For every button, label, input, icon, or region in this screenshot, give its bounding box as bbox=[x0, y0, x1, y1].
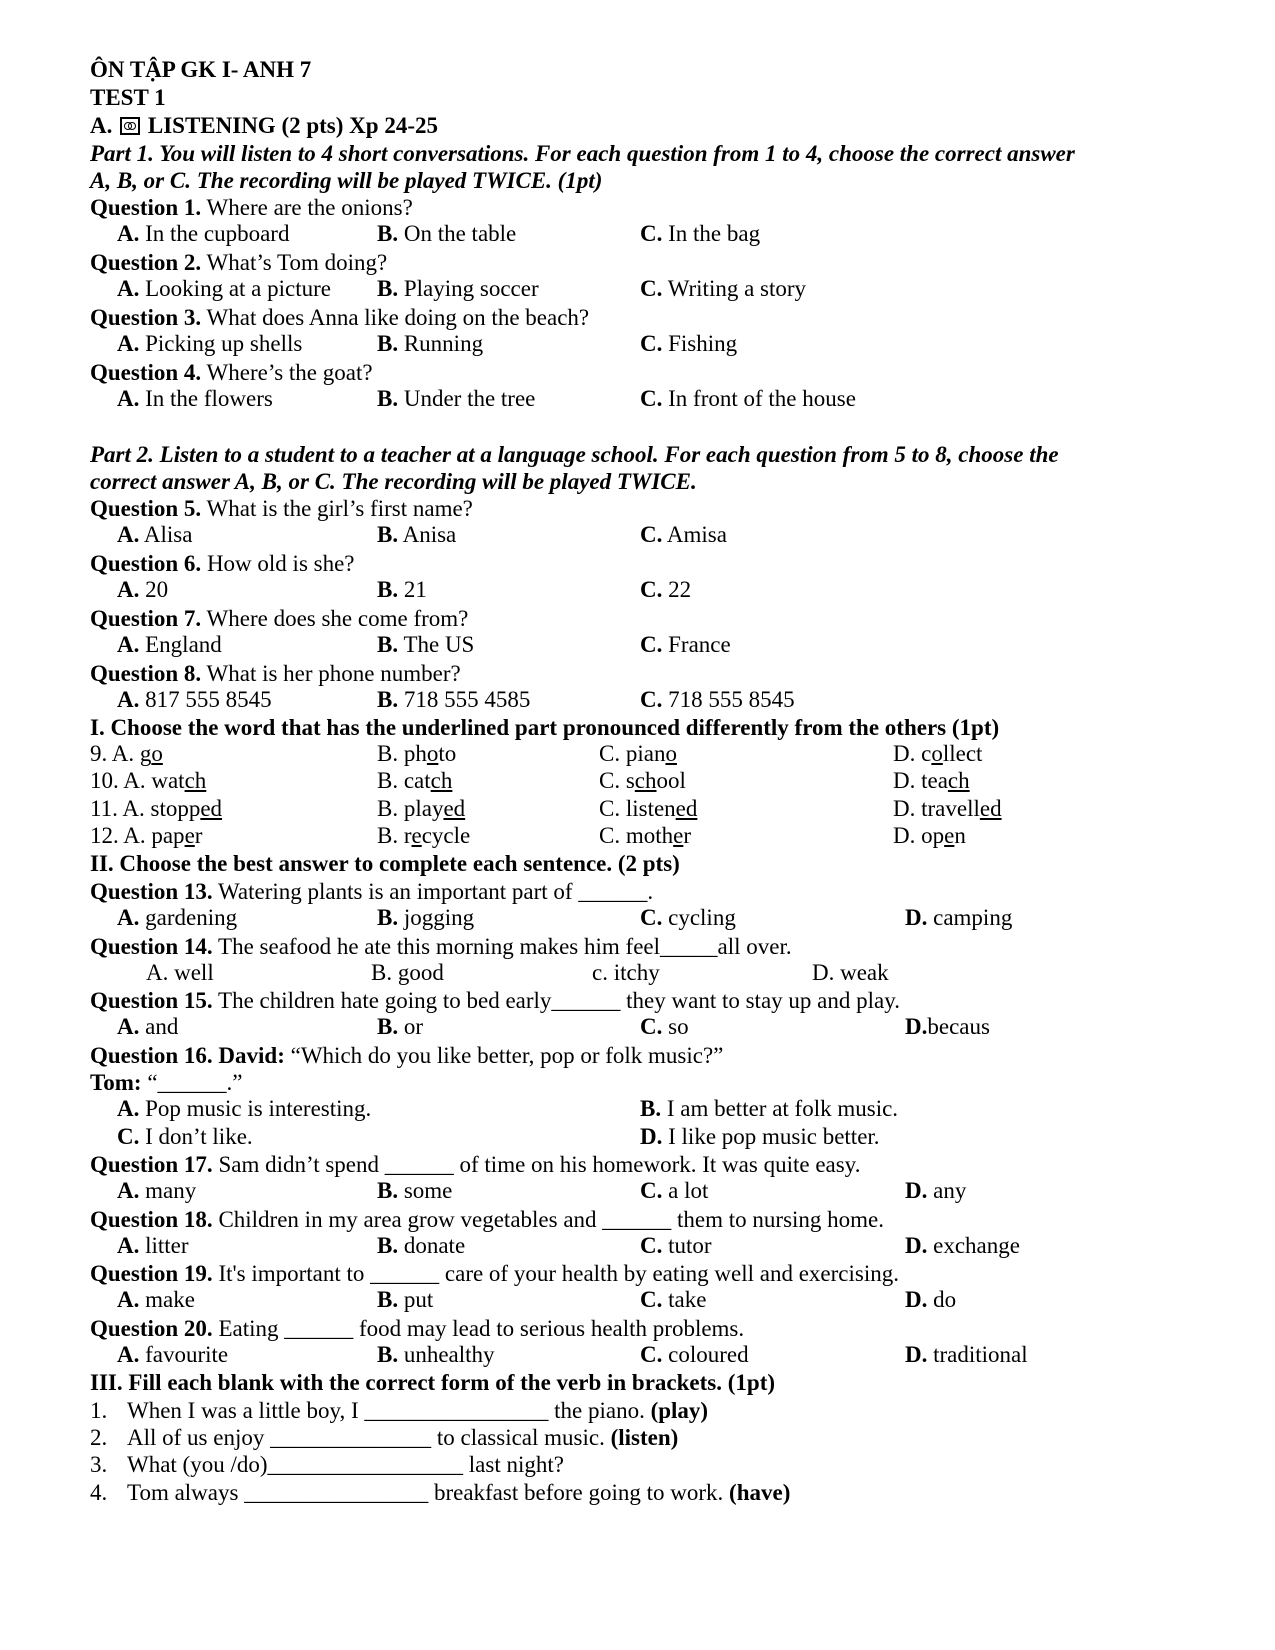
fill-item-4 bbox=[0, 1479, 1275, 1507]
question-8-options bbox=[0, 687, 1275, 715]
q3-option-b[interactable]: B. Running bbox=[377, 331, 484, 356]
q15-option-b[interactable]: B. or bbox=[377, 1014, 424, 1039]
cassette-icon bbox=[120, 117, 140, 135]
q16-option-b[interactable]: B. I am better at folk music. bbox=[640, 1096, 899, 1121]
question-7: Question 7. Where does she come from? bbox=[90, 606, 469, 631]
q16-option-c[interactable]: C. I don’t like. bbox=[117, 1124, 253, 1149]
q18-option-c[interactable]: C. tutor bbox=[640, 1233, 712, 1258]
q15-option-c[interactable]: C. so bbox=[640, 1014, 689, 1039]
q11-option-c[interactable]: C. listened bbox=[599, 796, 698, 821]
question-17: Question 17. Sam didn’t spend ______ of time on his homework. It was quite easy. bbox=[90, 1152, 861, 1177]
fill-item-3-number: 3. bbox=[90, 1452, 108, 1477]
question-15-options bbox=[0, 1014, 1275, 1042]
q7-option-a[interactable]: A. England bbox=[117, 632, 222, 657]
q6-option-b[interactable]: B. 21 bbox=[377, 577, 427, 602]
q7-option-c[interactable]: C. France bbox=[640, 632, 731, 657]
q12-option-b[interactable]: B. recycle bbox=[377, 823, 471, 848]
part2-instruction-line1: Part 2. Listen to a student to a teacher at a language school. For each question from 5 to 8, choose the bbox=[90, 442, 1059, 467]
q4-option-b[interactable]: B. Under the tree bbox=[377, 386, 536, 411]
question-5: Question 5. What is the girl’s first name? bbox=[90, 496, 473, 521]
q12-option-d[interactable]: D. open bbox=[893, 823, 966, 848]
q10-option-c[interactable]: C. school bbox=[599, 768, 686, 793]
question-18: Question 18. Children in my area grow vegetables and ______ them to nursing home. bbox=[90, 1207, 885, 1232]
section-a-heading bbox=[90, 112, 1215, 140]
q19-option-a[interactable]: A. make bbox=[117, 1287, 195, 1312]
part2-instruction-line2: correct answer A, B, or C. The recording will be played TWICE. bbox=[90, 469, 697, 494]
fill-item-2 bbox=[0, 1424, 1275, 1452]
q8-option-c[interactable]: C. 718 555 8545 bbox=[640, 687, 795, 712]
q17-option-b[interactable]: B. some bbox=[377, 1178, 453, 1203]
q16-option-d[interactable]: D. I like pop music better. bbox=[640, 1124, 880, 1149]
q17-option-c[interactable]: C. a lot bbox=[640, 1178, 709, 1203]
question-16-tom: Tom: “______.” bbox=[90, 1070, 243, 1095]
q2-option-b[interactable]: B. Playing soccer bbox=[377, 276, 539, 301]
fill-item-1 bbox=[0, 1397, 1275, 1425]
question-7-options bbox=[0, 632, 1275, 660]
question-16-options-row2 bbox=[0, 1124, 1275, 1152]
q13-option-d[interactable]: D. camping bbox=[905, 905, 1013, 930]
question-1: Question 1. Where are the onions? bbox=[90, 195, 413, 220]
pron-row-10 bbox=[0, 768, 1275, 796]
pron-row-11 bbox=[0, 796, 1275, 824]
q3-option-c[interactable]: C. Fishing bbox=[640, 331, 738, 356]
question-17-options bbox=[0, 1178, 1275, 1206]
q6-option-a[interactable]: A. 20 bbox=[117, 577, 169, 602]
q20-option-c[interactable]: C. coloured bbox=[640, 1342, 749, 1367]
question-16: Question 16. David: “Which do you like better, pop or folk music?” bbox=[90, 1043, 724, 1068]
question-3: Question 3. What does Anna like doing on the beach? bbox=[90, 305, 590, 330]
q15-option-d[interactable]: D.becaus bbox=[905, 1014, 990, 1039]
q4-option-c[interactable]: C. In front of the house bbox=[640, 386, 856, 411]
q1-option-a[interactable]: A. In the cupboard bbox=[117, 221, 290, 246]
q17-option-a[interactable]: A. many bbox=[117, 1178, 197, 1203]
q11-option-d[interactable]: D. travelled bbox=[893, 796, 1002, 821]
fill-item-4-number: 4. bbox=[90, 1480, 108, 1505]
q12-option-c[interactable]: C. mother bbox=[599, 823, 692, 848]
q11-option-a[interactable]: 11. A. stopped bbox=[90, 796, 223, 821]
fill-item-4-text[interactable]: Tom always ________________ breakfast before going to work. (have) bbox=[127, 1480, 791, 1505]
fill-item-1-text[interactable]: When I was a little boy, I ________________ the piano. (play) bbox=[127, 1398, 709, 1423]
q16-option-a[interactable]: A. Pop music is interesting. bbox=[117, 1096, 372, 1121]
q14-option-c[interactable]: c. itchy bbox=[592, 960, 660, 985]
q14-option-b[interactable]: B. good bbox=[371, 960, 444, 985]
q6-option-c[interactable]: C. 22 bbox=[640, 577, 692, 602]
q9-option-a[interactable]: 9. A. go bbox=[90, 741, 163, 766]
q9-option-d[interactable]: D. collect bbox=[893, 741, 983, 766]
test-label: TEST 1 bbox=[90, 85, 166, 110]
question-8: Question 8. What is her phone number? bbox=[90, 661, 461, 686]
q9-option-c[interactable]: C. piano bbox=[599, 741, 677, 766]
q19-option-c[interactable]: C. take bbox=[640, 1287, 707, 1312]
document-title: ÔN TẬP GK I- ANH 7 bbox=[90, 57, 312, 82]
question-14-options bbox=[0, 960, 1275, 988]
q7-option-b[interactable]: B. The US bbox=[377, 632, 475, 657]
q2-option-a[interactable]: A. Looking at a picture bbox=[117, 276, 331, 301]
fill-item-2-number: 2. bbox=[90, 1425, 108, 1450]
q18-option-a[interactable]: A. litter bbox=[117, 1233, 189, 1258]
question-4-options bbox=[0, 386, 1275, 414]
question-6: Question 6. How old is she? bbox=[90, 551, 355, 576]
question-1-options bbox=[0, 221, 1275, 249]
fill-item-3 bbox=[0, 1451, 1275, 1479]
q19-option-d[interactable]: D. do bbox=[905, 1287, 957, 1312]
fill-item-1-number: 1. bbox=[90, 1398, 108, 1423]
q10-option-d[interactable]: D. teach bbox=[893, 768, 970, 793]
q12-option-a[interactable]: 12. A. paper bbox=[90, 823, 203, 848]
section-i-title: I. Choose the word that has the underlined part pronounced differently from the others (1pt) bbox=[90, 715, 1000, 740]
q14-option-a[interactable]: A. well bbox=[146, 960, 214, 985]
question-19-options bbox=[0, 1287, 1275, 1315]
q13-option-c[interactable]: C. cycling bbox=[640, 905, 736, 930]
q14-option-d[interactable]: D. weak bbox=[812, 960, 889, 985]
question-16-options-row1 bbox=[0, 1096, 1275, 1124]
q8-option-a[interactable]: A. 817 555 8545 bbox=[117, 687, 272, 712]
q1-option-c[interactable]: C. In the bag bbox=[640, 221, 761, 246]
question-20-options bbox=[0, 1342, 1275, 1370]
q5-option-c[interactable]: C. Amisa bbox=[640, 522, 727, 547]
pron-row-12 bbox=[0, 823, 1275, 851]
question-15: Question 15. The children hate going to bed early______ they want to stay up and play. bbox=[90, 988, 900, 1013]
section-iii-title: III. Fill each blank with the correct form of the verb in brackets. (1pt) bbox=[90, 1370, 776, 1395]
q15-option-a[interactable]: A. and bbox=[117, 1014, 179, 1039]
question-19: Question 19. It's important to ______ care of your health by eating well and exercising. bbox=[90, 1261, 899, 1286]
section-a-prefix: A. bbox=[90, 113, 113, 138]
q19-option-b[interactable]: B. put bbox=[377, 1287, 434, 1312]
q11-option-b[interactable]: B. played bbox=[377, 796, 466, 821]
q1-option-b[interactable]: B. On the table bbox=[377, 221, 517, 246]
q4-option-a[interactable]: A. In the flowers bbox=[117, 386, 273, 411]
part1-instruction-line2: A, B, or C. The recording will be played TWICE. (1pt) bbox=[90, 168, 603, 193]
pron-row-9 bbox=[0, 741, 1275, 769]
q20-option-a[interactable]: A. favourite bbox=[117, 1342, 229, 1367]
question-3-options bbox=[0, 331, 1275, 359]
question-20: Question 20. Eating ______ food may lead to serious health problems. bbox=[90, 1316, 745, 1341]
q20-option-d[interactable]: D. traditional bbox=[905, 1342, 1028, 1367]
part1-instruction-line1: Part 1. You will listen to 4 short conversations. For each question from 1 to 4, choose the correct answer bbox=[90, 141, 1075, 166]
fill-item-3-text[interactable]: What (you /do)_________________ last night? bbox=[127, 1452, 564, 1477]
q9-option-b[interactable]: B. photo bbox=[377, 741, 457, 766]
q13-option-a[interactable]: A. gardening bbox=[117, 905, 238, 930]
q20-option-b[interactable]: B. unhealthy bbox=[377, 1342, 495, 1367]
section-ii-title: II. Choose the best answer to complete each sentence. (2 pts) bbox=[90, 851, 680, 876]
question-18-options bbox=[0, 1233, 1275, 1261]
question-4: Question 4. Where’s the goat? bbox=[90, 360, 373, 385]
q8-option-b[interactable]: B. 718 555 4585 bbox=[377, 687, 531, 712]
section-a-title: LISTENING (2 pts) Xp 24-25 bbox=[147, 113, 438, 138]
q13-option-b[interactable]: B. jogging bbox=[377, 905, 475, 930]
q18-option-b[interactable]: B. donate bbox=[377, 1233, 466, 1258]
question-2-options bbox=[0, 276, 1275, 304]
question-13-options bbox=[0, 905, 1275, 933]
q3-option-a[interactable]: A. Picking up shells bbox=[117, 331, 303, 356]
q17-option-d[interactable]: D. any bbox=[905, 1178, 967, 1203]
question-2: Question 2. What’s Tom doing? bbox=[90, 250, 388, 275]
q5-option-b[interactable]: B. Anisa bbox=[377, 522, 457, 547]
q18-option-d[interactable]: D. exchange bbox=[905, 1233, 1020, 1258]
q2-option-c[interactable]: C. Writing a story bbox=[640, 276, 807, 301]
q5-option-a[interactable]: A. Alisa bbox=[117, 522, 193, 547]
q10-option-b[interactable]: B. catch bbox=[377, 768, 453, 793]
question-13: Question 13. Watering plants is an important part of ______. bbox=[90, 879, 654, 904]
question-5-options bbox=[0, 522, 1275, 550]
fill-item-2-text[interactable]: All of us enjoy ______________ to classical music. (listen) bbox=[127, 1425, 679, 1450]
question-6-options bbox=[0, 577, 1275, 605]
question-14: Question 14. The seafood he ate this morning makes him feel_____all over. bbox=[90, 934, 792, 959]
q10-option-a[interactable]: 10. A. watch bbox=[90, 768, 207, 793]
